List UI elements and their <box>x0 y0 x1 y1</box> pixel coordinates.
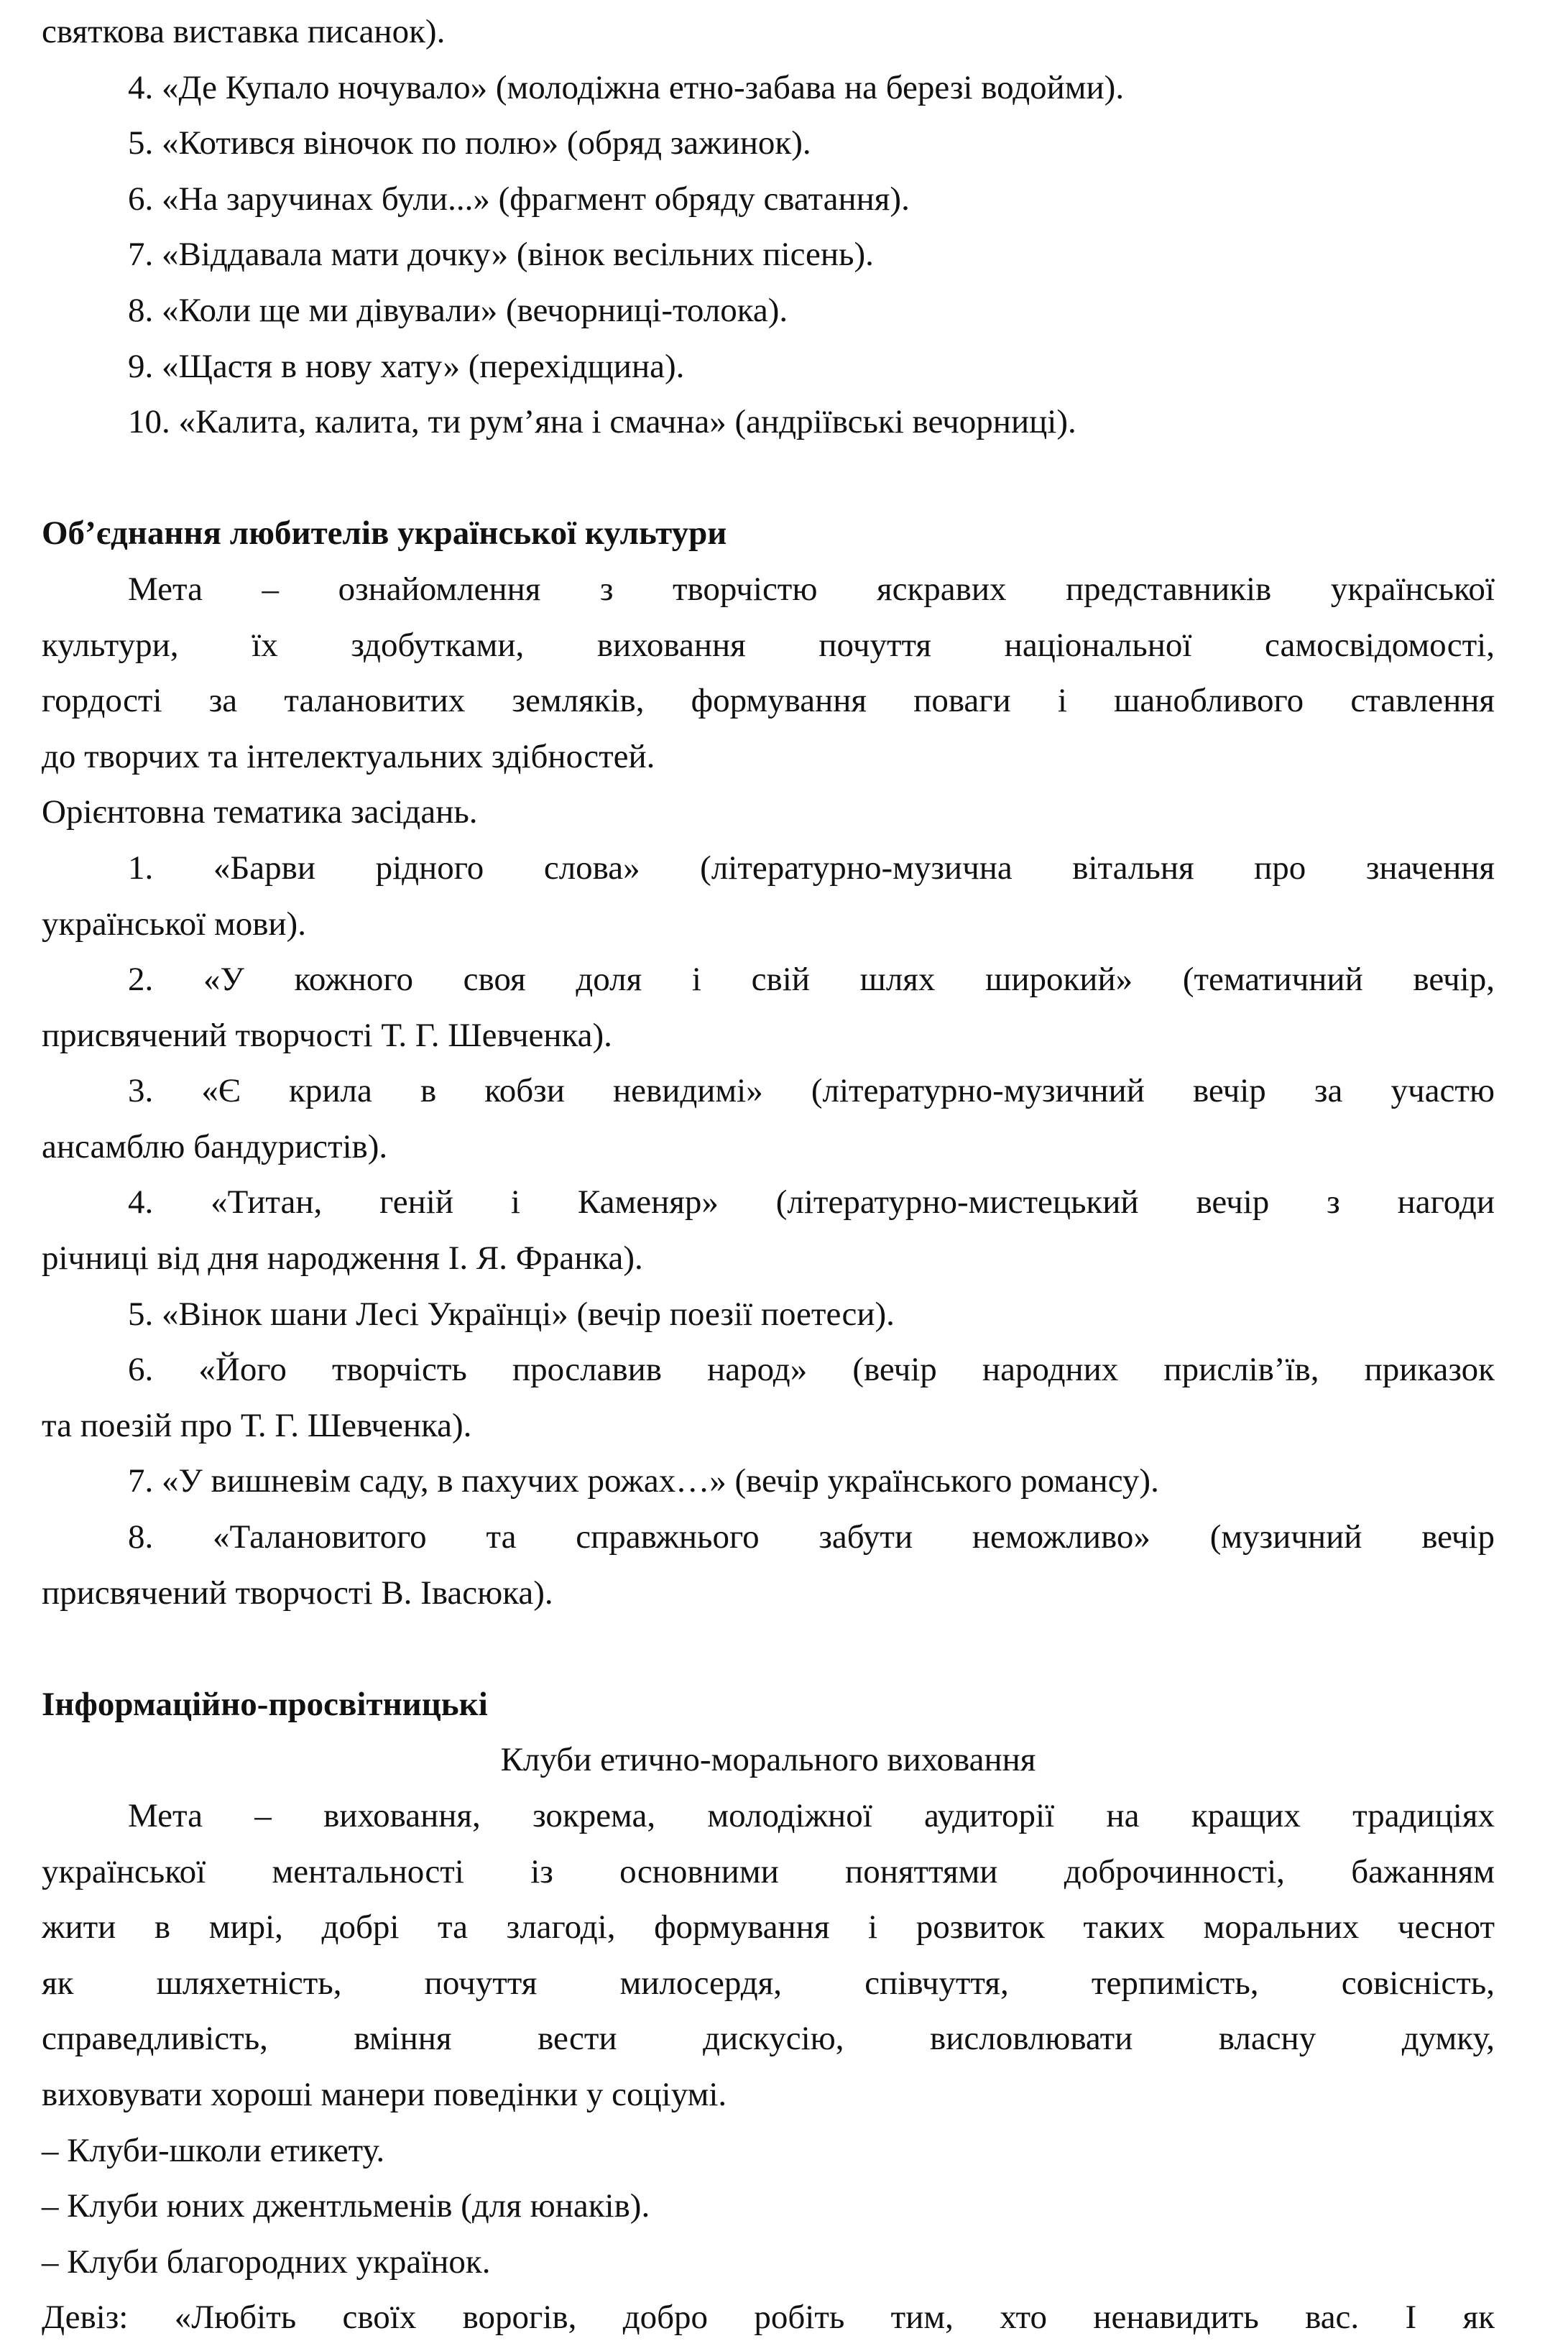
document-page <box>42 4 1495 2346</box>
list-item-continuation: річниці від дня народження І. Я. Франка). <box>42 1239 643 1278</box>
list-item: 6. «Його творчість прославив народ» (вечір народних прислів’їв, приказок <box>128 1351 1495 1389</box>
list-item: 7. «Віддавала мати дочку» (вінок весільних пісень). <box>128 236 874 274</box>
list-item-continuation: присвячений творчості Т. Г. Шевченка). <box>42 1016 612 1054</box>
paragraph-line: Мета – ознайомлення з творчістю яскравих представників української <box>128 570 1495 608</box>
paragraph-line: української ментальності із основними поняттями доброчинності, бажанням <box>42 1852 1495 1890</box>
list-item: 6. «На заручинах були...» (фрагмент обряду сватання). <box>128 180 910 218</box>
list-item: 3. «Є крила в кобзи невидимі» (літературно-музичний вечір за участю <box>128 1072 1495 1110</box>
paragraph-line: до творчих та інтелектуальних здібностей. <box>42 737 655 775</box>
list-item: 5. «Котився віночок по полю» (обряд зажинок). <box>128 124 811 162</box>
list-item: 5. «Вінок шани Лесі Українці» (вечір поезії поетеси). <box>128 1295 895 1333</box>
paragraph-gap <box>42 1621 1495 1677</box>
list-item-continuation: ансамблю бандуристів). <box>42 1127 388 1165</box>
motto-line: Девіз: «Любіть своїх ворогів, добро робіть тим, хто ненавидить вас. І як <box>42 2299 1495 2337</box>
paragraph-gap <box>42 451 1495 507</box>
list-item-continuation: української мови). <box>42 905 306 943</box>
list-item: 8. «Талановитого та справжнього забути неможливо» (музичний вечір <box>128 1518 1495 1556</box>
dash-list-item: – Клуби юних джентльменів (для юнаків). <box>42 2187 650 2225</box>
list-item: 4. «Титан, геній і Каменяр» (літературно-мистецький вечір з нагоди <box>128 1183 1495 1222</box>
text-line: святкова виставка писанок). <box>42 13 446 50</box>
paragraph-line: виховувати хороші манери поведінки у соціумі. <box>42 2075 727 2113</box>
dash-list-item: – Клуби благородних українок. <box>42 2243 491 2281</box>
list-item: 1. «Барви рідного слова» (літературно-музична вітальня про значення <box>128 849 1495 887</box>
list-item: 10. «Калита, калита, ти рум’яна і смачна» (андріївські вечорниці). <box>128 403 1076 441</box>
paragraph-line: як шляхетність, почуття милосердя, співчуття, терпимість, совісність, <box>42 1964 1495 2002</box>
list-item: 7. «У вишневім саду, в пахучих рожах…» (вечір українського романсу). <box>128 1462 1159 1500</box>
paragraph-line: культури, їх здобутками, виховання почуття національної самосвідомості, <box>42 626 1495 664</box>
text-line: Орієнтовна тематика засідань. <box>42 793 478 831</box>
list-item: 8. «Коли ще ми дівували» (вечорниці-толока). <box>128 291 788 329</box>
list-item: 4. «Де Купало ночувало» (молодіжна етно-забава на березі водойми). <box>128 68 1125 106</box>
section-heading: Інформаційно-просвітницькі <box>42 1685 488 1723</box>
paragraph-line: гордості за талановитих земляків, формування поваги і шанобливого ставлення <box>42 682 1495 720</box>
paragraph-line: справедливість, вміння вести дискусію, висловлювати власну думку, <box>42 2020 1495 2058</box>
list-item: 9. «Щастя в нову хату» (перехідщина). <box>128 347 685 385</box>
subsection-title: Клуби етично-морального виховання <box>500 1741 1036 1779</box>
paragraph-line: Мета – виховання, зокрема, молодіжної аудиторії на кращих традиціях <box>128 1797 1495 1834</box>
list-item-continuation: та поезій про Т. Г. Шевченка). <box>42 1406 472 1444</box>
list-item-continuation: присвячений творчості В. Івасюка). <box>42 1574 553 1612</box>
list-item: 2. «У кожного своя доля і свій шлях широкий» (тематичний вечір, <box>128 961 1495 999</box>
paragraph-line: жити в мирі, добрі та злагоді, формування і розвиток таких моральних чеснот <box>42 1908 1495 1946</box>
section-heading: Об’єднання любителів української культури <box>42 514 727 553</box>
dash-list-item: – Клуби-школи етикету. <box>42 2131 385 2169</box>
